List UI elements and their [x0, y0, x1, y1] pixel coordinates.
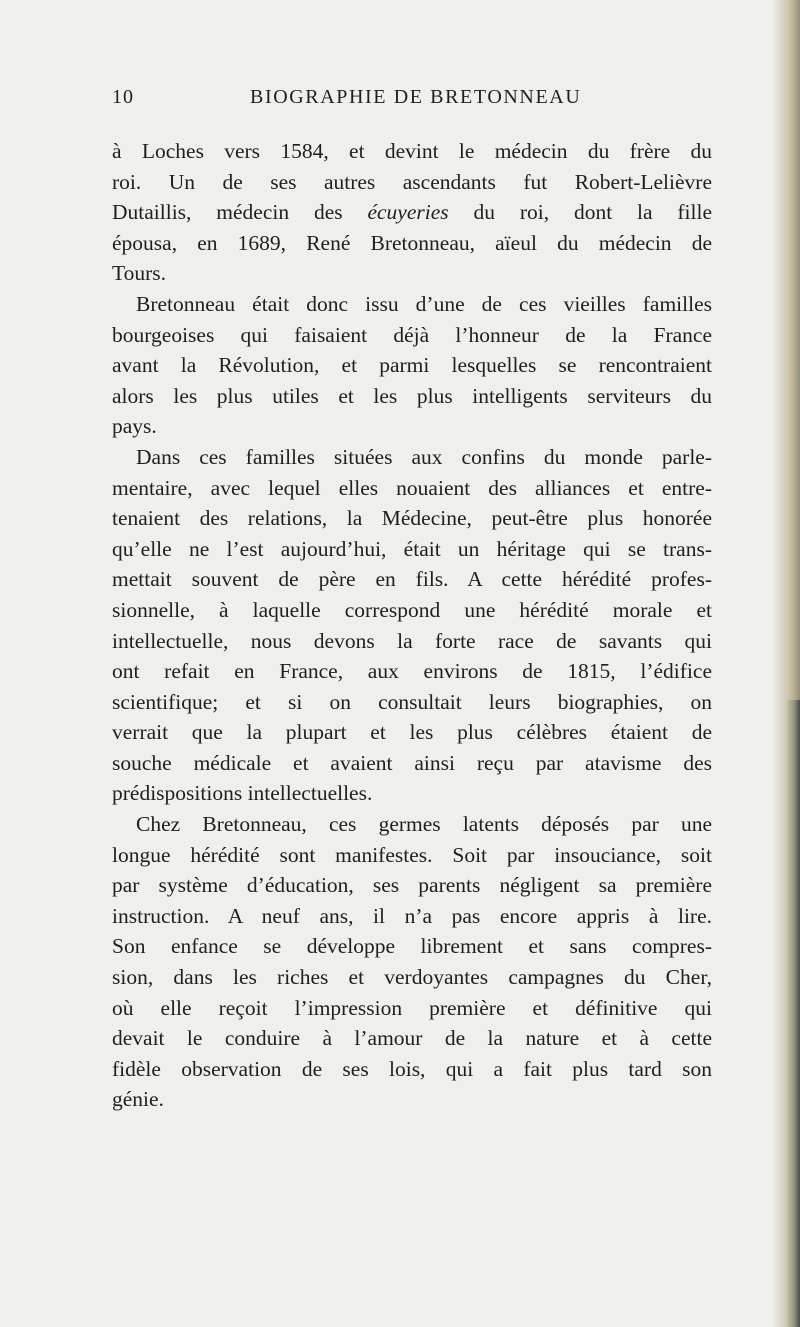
text-line: génie. — [112, 1087, 164, 1112]
text-line — [112, 197, 712, 228]
text-line: verrait que la plupart et les plus célèbres étaient de — [112, 720, 712, 745]
text-line: mettait souvent de père en fils. A cette hérédité profes- — [112, 567, 712, 592]
text-line: par système d’éducation, ses parents négligent sa première — [112, 873, 712, 898]
text-line: roi. Un de ses autres ascendants fut Robert-Lelièvre — [112, 169, 712, 194]
text-run: du roi, dont la fille — [448, 200, 712, 225]
text-line: à Loches vers 1584, et devint le médecin du frère du — [112, 139, 712, 163]
text-line: alors les plus utiles et les plus intelligents serviteurs du — [112, 383, 712, 408]
text-line: épousa, en 1689, René Bretonneau, aïeul du médecin de — [112, 230, 712, 255]
text-line: où elle reçoit l’impression première et définitive qui — [112, 995, 712, 1020]
text-line: pays. — [112, 414, 157, 439]
text-line: fidèle observation de ses lois, qui a fait plus tard son — [112, 1056, 712, 1081]
page-edge-binding — [786, 700, 800, 1327]
text-line: souche médicale et avaient ainsi reçu par atavisme des — [112, 750, 712, 775]
text-line: sionnelle, à laquelle correspond une hérédité morale et — [112, 597, 712, 622]
text-line: longue hérédité sont manifestes. Soit par insouciance, soit — [112, 842, 712, 867]
running-title: BIOGRAPHIE DE BRETONNEAU — [250, 86, 582, 108]
text-line: sion, dans les riches et verdoyantes campagnes du Cher, — [112, 965, 712, 990]
text-line: mentaire, avec lequel elles nouaient des alliances et entre- — [112, 475, 712, 500]
text-line: tenaient des relations, la Médecine, peut-être plus honorée — [112, 506, 712, 531]
text-line: devait le conduire à l’amour de la nature et à cette — [112, 1026, 712, 1051]
text-line: Tours. — [112, 261, 167, 286]
text-line: bourgeoises qui faisaient déjà l’honneur de la France — [112, 322, 712, 347]
body-text — [112, 136, 712, 1115]
text-line: Son enfance se développe librement et sans compres- — [112, 934, 712, 959]
page-header — [112, 86, 672, 116]
text-line: ont refait en France, aux environs de 1815, l’édifice — [112, 659, 712, 684]
text-line: avant la Révolution, et parmi lesquelles se rencontraient — [112, 353, 712, 378]
text-run: Dutaillis, médecin des — [112, 200, 368, 225]
paragraph-start-line: Chez Bretonneau, ces germes latents déposés par une — [136, 812, 712, 837]
text-line: intellectuelle, nous devons la forte race de savants qui — [112, 628, 712, 653]
page-number: 10 — [112, 86, 134, 108]
paragraph-start-line: Bretonneau était donc issu d’une de ces vieilles familles — [136, 291, 712, 316]
text-line: qu’elle ne l’est aujourd’hui, était un héritage qui se trans- — [112, 536, 712, 561]
text-line: prédispositions intellectuelles. — [112, 781, 373, 806]
text-line: instruction. A neuf ans, il n’a pas encore appris à lire. — [112, 903, 712, 928]
italic-word: écuyeries — [367, 200, 449, 225]
text-line: scientifique; et si on consultait leurs biographies, on — [112, 689, 712, 714]
paragraph-start-line: Dans ces familles situées aux confins du monde parle- — [136, 444, 712, 469]
